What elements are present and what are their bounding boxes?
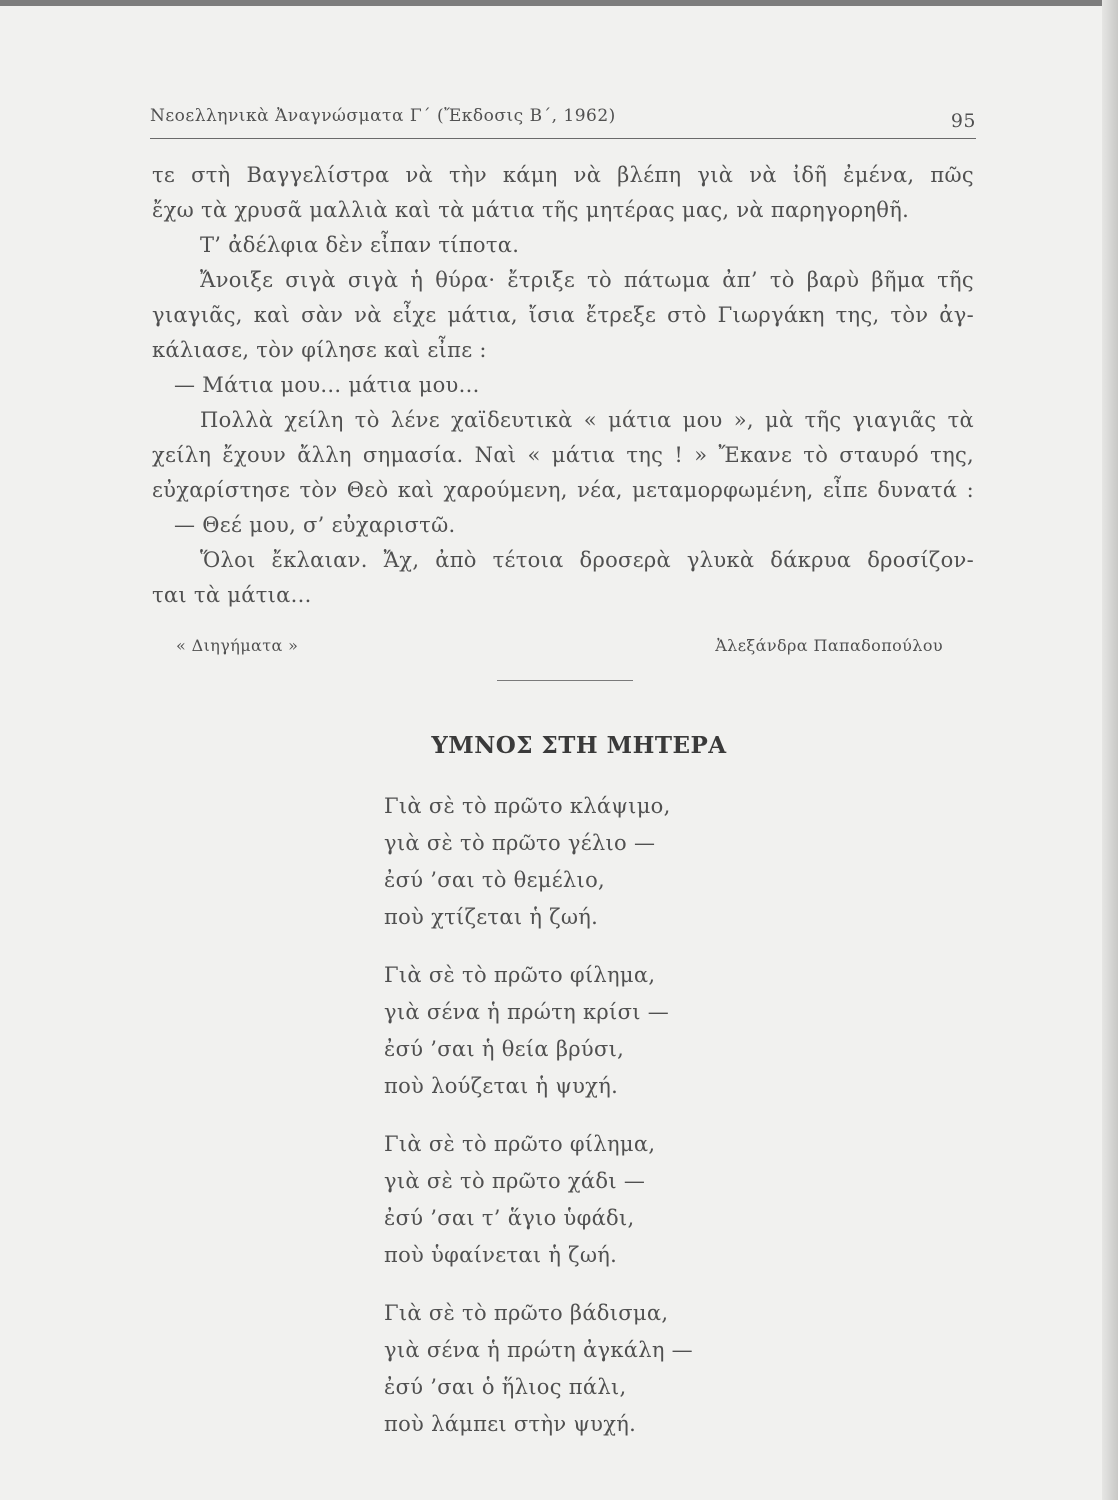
prose-line: Πολλὰ χείλη τὸ λένε χαϊδευτικὰ « μάτια μου », μὰ τῆς γιαγιᾶς τὰ xyxy=(200,408,974,432)
poem-line: ποὺ ὑφαίνεται ἡ ζωή. xyxy=(384,1243,618,1267)
page-number: 95 xyxy=(950,110,976,132)
poem-stanza xyxy=(384,1126,693,1274)
running-header xyxy=(150,104,976,139)
prose-line: Ὅλοι ἔκλαιαν. Ἄχ, ἀπὸ τέτοια δροσερὰ γλυκὰ δάκρυα δροσίζον- xyxy=(200,548,974,572)
prose-line: Τ’ ἀδέλφια δὲν εἶπαν τίποτα. xyxy=(200,233,520,257)
prose-text xyxy=(152,158,974,613)
prose-line: ται τὰ μάτια... xyxy=(152,583,312,607)
poem-line: ποὺ λάμπει στὴν ψυχή. xyxy=(384,1412,637,1436)
poem-line: γιὰ σένα ἡ πρώτη κρίσι — xyxy=(384,1000,670,1024)
source-citation: « Διηγήματα » xyxy=(176,636,299,655)
poem-stanza xyxy=(384,1295,693,1443)
section-divider xyxy=(497,680,633,681)
dialogue-line: — Θεέ μου, σ’ εὐχαριστῶ. xyxy=(174,513,456,537)
running-title: Νεοελληνικὰ Ἀναγνώσματα Γ΄ (Ἔκδοσις Β΄, 1962) xyxy=(150,106,616,126)
poem-stanza xyxy=(384,957,693,1105)
poem-line: ποὺ χτίζεται ἡ ζωή. xyxy=(384,905,599,929)
page-top-edge xyxy=(0,0,1118,6)
poem-line: γιὰ σὲ τὸ πρῶτο γέλιο — xyxy=(384,831,656,855)
poem-line: ποὺ λούζεται ἡ ψυχή. xyxy=(384,1074,619,1098)
prose-line: εὐχαρίστησε τὸν Θεὸ καὶ χαρούμενη, νέα, μεταμορφωμένη, εἶπε δυνατά : xyxy=(152,478,974,502)
prose-line: Ἄνοιξε σιγὰ σιγὰ ἡ θύρα· ἔτριξε τὸ πάτωμα ἀπ’ τὸ βαρὺ βῆμα τῆς xyxy=(200,268,974,292)
prose-line: χείλη ἔχουν ἄλλη σημασία. Ναὶ « μάτια της ! » Ἔκανε τὸ σταυρό της, xyxy=(152,443,974,467)
poem-line: ἐσύ ’σαι ἡ θεία βρύσι, xyxy=(384,1037,625,1061)
prose-line: ἔχω τὰ χρυσᾶ μαλλιὰ καὶ τὰ μάτια τῆς μητέρας μας, νὰ παρηγορηθῆ. xyxy=(152,198,910,222)
poem-body xyxy=(384,788,693,1464)
poem-line: ἐσύ ’σαι τ’ ἅγιο ὑφάδι, xyxy=(384,1206,635,1230)
poem-stanza xyxy=(384,788,693,936)
poem-line: ἐσύ ’σαι ὁ ἥλιος πάλι, xyxy=(384,1375,627,1399)
poem-line: γιὰ σὲ τὸ πρῶτο χάδι — xyxy=(384,1169,646,1193)
poem-line: γιὰ σένα ἡ πρώτη ἀγκάλη — xyxy=(384,1338,693,1362)
poem-title: ΥΜΝΟΣ ΣΤΗ ΜΗΤΕΡΑ xyxy=(431,732,727,759)
poem-line: Γιὰ σὲ τὸ πρῶτο βάδισμα, xyxy=(384,1301,669,1325)
poem-line: Γιὰ σὲ τὸ πρῶτο φίλημα, xyxy=(384,1132,656,1156)
dialogue-line: — Μάτια μου... μάτια μου... xyxy=(174,373,480,397)
prose-line: γιαγιᾶς, καὶ σὰν νὰ εἶχε μάτια, ἴσια ἔτρεξε στὸ Γιωργάκη της, τὸν ἀγ- xyxy=(152,303,974,327)
poem-line: Γιὰ σὲ τὸ πρῶτο κλάψιμο, xyxy=(384,794,671,818)
prose-line: κάλιασε, τὸν φίλησε καὶ εἶπε : xyxy=(152,338,487,362)
author-name: Ἀλεξάνδρα Παπαδοπούλου xyxy=(715,636,943,655)
poem-line: Γιὰ σὲ τὸ πρῶτο φίλημα, xyxy=(384,963,656,987)
prose-line: τε στὴ Βαγγελίστρα νὰ τὴν κάμη νὰ βλέπη γιὰ νὰ ἰδῆ ἐμένα, πῶς xyxy=(152,163,974,187)
poem-line: ἐσύ ’σαι τὸ θεμέλιο, xyxy=(384,868,605,892)
